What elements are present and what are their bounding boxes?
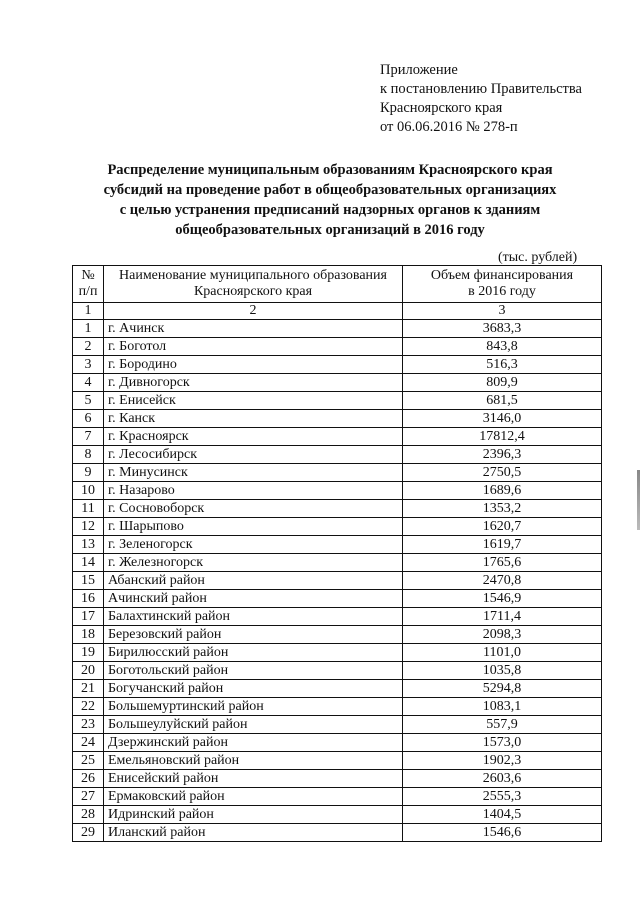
table-row (73, 518, 602, 536)
municipality-name: г. Лесосибирск (104, 446, 403, 464)
funding-value: 1619,7 (403, 536, 602, 554)
table-row (73, 662, 602, 680)
title-line-4: общеобразовательных организаций в 2016 году (175, 222, 485, 238)
funding-value: 2603,6 (403, 770, 602, 788)
row-number: 20 (73, 662, 104, 680)
row-number: 18 (73, 626, 104, 644)
municipality-name: Балахтинский район (104, 608, 403, 626)
col-header-number-line-2: п/п (78, 284, 98, 299)
table-row (73, 482, 602, 500)
col-header-number (73, 266, 104, 303)
row-number: 11 (73, 500, 104, 518)
row-number: 28 (73, 806, 104, 824)
funding-value: 1083,1 (403, 698, 602, 716)
funding-value: 17812,4 (403, 428, 602, 446)
funding-value: 2098,3 (403, 626, 602, 644)
row-number: 3 (73, 356, 104, 374)
municipality-name: Березовский район (104, 626, 403, 644)
table-row (73, 824, 602, 842)
municipality-name: г. Боготол (104, 338, 403, 356)
municipality-name: Богучанский район (104, 680, 403, 698)
column-index-cell: 1 (73, 303, 104, 320)
municipality-name: г. Енисейск (104, 392, 403, 410)
appendix-label: Приложение (380, 62, 458, 78)
table-row (73, 680, 602, 698)
funding-value: 843,8 (403, 338, 602, 356)
funding-value: 516,3 (403, 356, 602, 374)
table-row (73, 536, 602, 554)
table-row (73, 698, 602, 716)
col-header-name-line-2: Красноярского края (193, 284, 313, 299)
row-number: 9 (73, 464, 104, 482)
table-row (73, 806, 602, 824)
table-row (73, 356, 602, 374)
table-row (73, 428, 602, 446)
funding-value: 1404,5 (403, 806, 602, 824)
row-number: 13 (73, 536, 104, 554)
funding-value: 3146,0 (403, 410, 602, 428)
funding-value: 3683,3 (403, 320, 602, 338)
municipality-name: Ачинский район (104, 590, 403, 608)
table-row (73, 464, 602, 482)
table-row (73, 590, 602, 608)
unit-note: (тыс. рублей) (498, 250, 578, 265)
resolution-reference: к постановлению Правительства (380, 81, 582, 97)
municipality-name: г. Красноярск (104, 428, 403, 446)
column-index-row (73, 303, 602, 320)
col-header-funding-line-2: в 2016 году (468, 284, 536, 299)
municipality-name: г. Ачинск (104, 320, 403, 338)
municipality-name: Большеулуйский район (104, 716, 403, 734)
table-row (73, 500, 602, 518)
municipality-name: г. Дивногорск (104, 374, 403, 392)
municipality-name: Идринский район (104, 806, 403, 824)
funding-value: 1353,2 (403, 500, 602, 518)
municipality-name: Абанский район (104, 572, 403, 590)
funding-value: 1711,4 (403, 608, 602, 626)
funding-value: 1546,9 (403, 590, 602, 608)
row-number: 25 (73, 752, 104, 770)
row-number: 10 (73, 482, 104, 500)
municipality-name: Большемуртинский район (104, 698, 403, 716)
row-number: 8 (73, 446, 104, 464)
funding-value: 2470,8 (403, 572, 602, 590)
row-number: 24 (73, 734, 104, 752)
row-number: 22 (73, 698, 104, 716)
title-line-2: субсидий на проведение работ в общеобразовательных организациях (103, 182, 557, 198)
table-row (73, 788, 602, 806)
table-row (73, 410, 602, 428)
funding-value: 1765,6 (403, 554, 602, 572)
col-header-name (104, 266, 403, 303)
column-index-cell: 3 (403, 303, 602, 320)
table-row (73, 752, 602, 770)
document-title (60, 160, 600, 240)
row-number: 15 (73, 572, 104, 590)
table-row (73, 392, 602, 410)
table-row (73, 338, 602, 356)
table-row (73, 320, 602, 338)
table-row (73, 572, 602, 590)
municipality-name: г. Канск (104, 410, 403, 428)
row-number: 29 (73, 824, 104, 842)
table-row (73, 734, 602, 752)
municipality-name: Ермаковский район (104, 788, 403, 806)
region-name: Красноярского края (380, 100, 503, 116)
funding-value: 1546,6 (403, 824, 602, 842)
row-number: 6 (73, 410, 104, 428)
row-number: 21 (73, 680, 104, 698)
row-number: 17 (73, 608, 104, 626)
table-row (73, 554, 602, 572)
title-line-1: Распределение муниципальным образованиям Красноярского края (107, 162, 553, 178)
municipality-name: Бирилюсский район (104, 644, 403, 662)
row-number: 1 (73, 320, 104, 338)
municipality-name: г. Сосновоборск (104, 500, 403, 518)
municipality-name: г. Железногорск (104, 554, 403, 572)
table-row (73, 626, 602, 644)
municipality-name: Емельяновский район (104, 752, 403, 770)
row-number: 19 (73, 644, 104, 662)
funding-value: 1689,6 (403, 482, 602, 500)
municipality-name: Иланский район (104, 824, 403, 842)
municipality-name: г. Шарыпово (104, 518, 403, 536)
funding-value: 1620,7 (403, 518, 602, 536)
table-row (73, 770, 602, 788)
table-row (73, 644, 602, 662)
table-row (73, 374, 602, 392)
table-header-row (73, 266, 602, 303)
municipality-name: г. Зеленогорск (104, 536, 403, 554)
funding-value: 1101,0 (403, 644, 602, 662)
row-number: 26 (73, 770, 104, 788)
funding-value: 681,5 (403, 392, 602, 410)
municipality-name: г. Минусинск (104, 464, 403, 482)
table-row (73, 716, 602, 734)
municipality-name: г. Бородино (104, 356, 403, 374)
municipality-name: Дзержинский район (104, 734, 403, 752)
title-line-3: с целью устранения предписаний надзорных органов к зданиям (119, 202, 541, 218)
municipality-name: Боготольский район (104, 662, 403, 680)
table-body (73, 320, 602, 842)
funding-value: 2396,3 (403, 446, 602, 464)
row-number: 4 (73, 374, 104, 392)
municipality-name: Енисейский район (104, 770, 403, 788)
row-number: 27 (73, 788, 104, 806)
funding-value: 1902,3 (403, 752, 602, 770)
funding-value: 557,9 (403, 716, 602, 734)
row-number: 2 (73, 338, 104, 356)
funding-value: 5294,8 (403, 680, 602, 698)
funding-value: 1035,8 (403, 662, 602, 680)
municipality-name: г. Назарово (104, 482, 403, 500)
row-number: 12 (73, 518, 104, 536)
row-number: 23 (73, 716, 104, 734)
resolution-date-number: от 06.06.2016 № 278-п (380, 119, 518, 135)
funding-value: 2555,3 (403, 788, 602, 806)
funding-value: 809,9 (403, 374, 602, 392)
row-number: 7 (73, 428, 104, 446)
row-number: 16 (73, 590, 104, 608)
col-header-funding-line-1: Объем финансирования (430, 268, 574, 283)
row-number: 14 (73, 554, 104, 572)
col-header-number-line-1: № (81, 268, 95, 283)
col-header-funding (403, 266, 602, 303)
table-row (73, 608, 602, 626)
appendix-header (380, 61, 582, 137)
col-header-name-line-1: Наименование муниципального образования (119, 268, 387, 283)
row-number: 5 (73, 392, 104, 410)
column-index-cell: 2 (104, 303, 403, 320)
table-row (73, 446, 602, 464)
funding-value: 2750,5 (403, 464, 602, 482)
funding-value: 1573,0 (403, 734, 602, 752)
subsidy-table (72, 265, 602, 842)
